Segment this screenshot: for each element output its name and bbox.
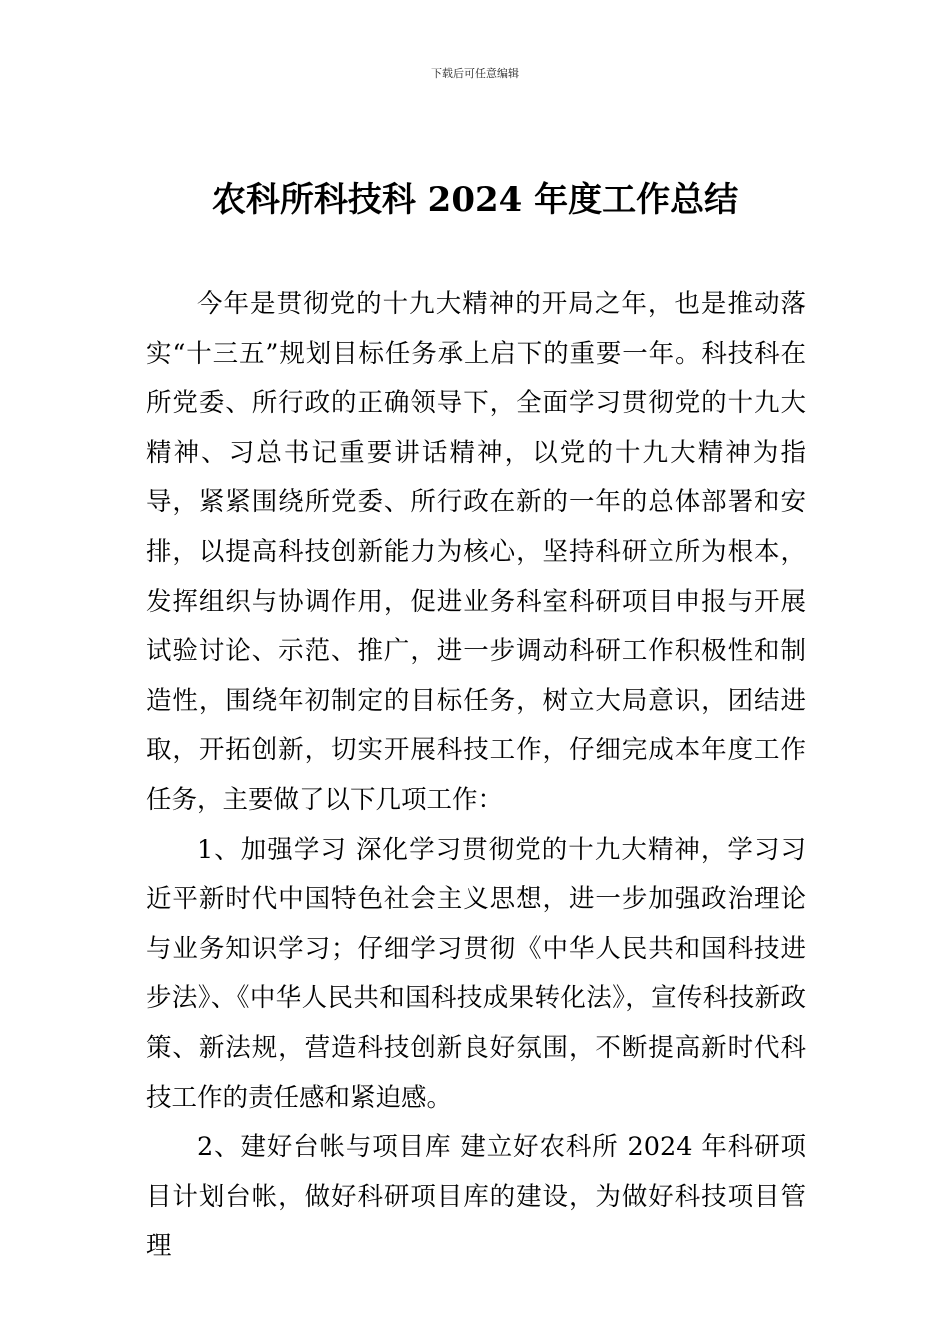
- header-note: 下载后可任意编辑: [431, 67, 519, 80]
- document-title: 农科所科技科 2024 年度工作总结: [211, 180, 739, 220]
- paragraph-item-1: 1、加强学习 深化学习贯彻党的十九大精神，学习习近平新时代中国特色社会主义思想，进一步加强政治理论与业务知识学习；仔细学习贯彻《中华人民共和国科技进步法》、《中华人民共和国科技成果转化法》，宣传科技新政策、新法规，营造科技创新良好氛围，不断提高新时代科技工作的责任感和紧迫感。: [146, 834, 806, 1113]
- paragraph-intro: 今年是贯彻党的十九大精神的开局之年，也是推动落实“十三五”规划目标任务承上启下的重要一年。科技科在所党委、所行政的正确领导下，全面学习贯彻党的十九大精神、习总书记重要讲话精神，以党的十九大精神为指导，紧紧围绕所党委、所行政在新的一年的总体部署和安排，以提高科技创新能力为核心，坚持科研立所为根本，发挥组织与协调作用，促进业务科室科研项目申报与开展试验讨论、示范、推广，进一步调动科研工作积极性和制造性，围绕年初制定的目标任务，树立大局意识，团结进取，开拓创新，切实开展科技工作，仔细完成本年度工作任务，主要做了以下几项工作：: [146, 289, 806, 815]
- paragraph-item-2: 2、建好台帐与项目库 建立好农科所 2024 年科研项目计划台帐，做好科研项目库的建设，为做好科技项目管理: [146, 1132, 806, 1262]
- document-body: [146, 280, 806, 1272]
